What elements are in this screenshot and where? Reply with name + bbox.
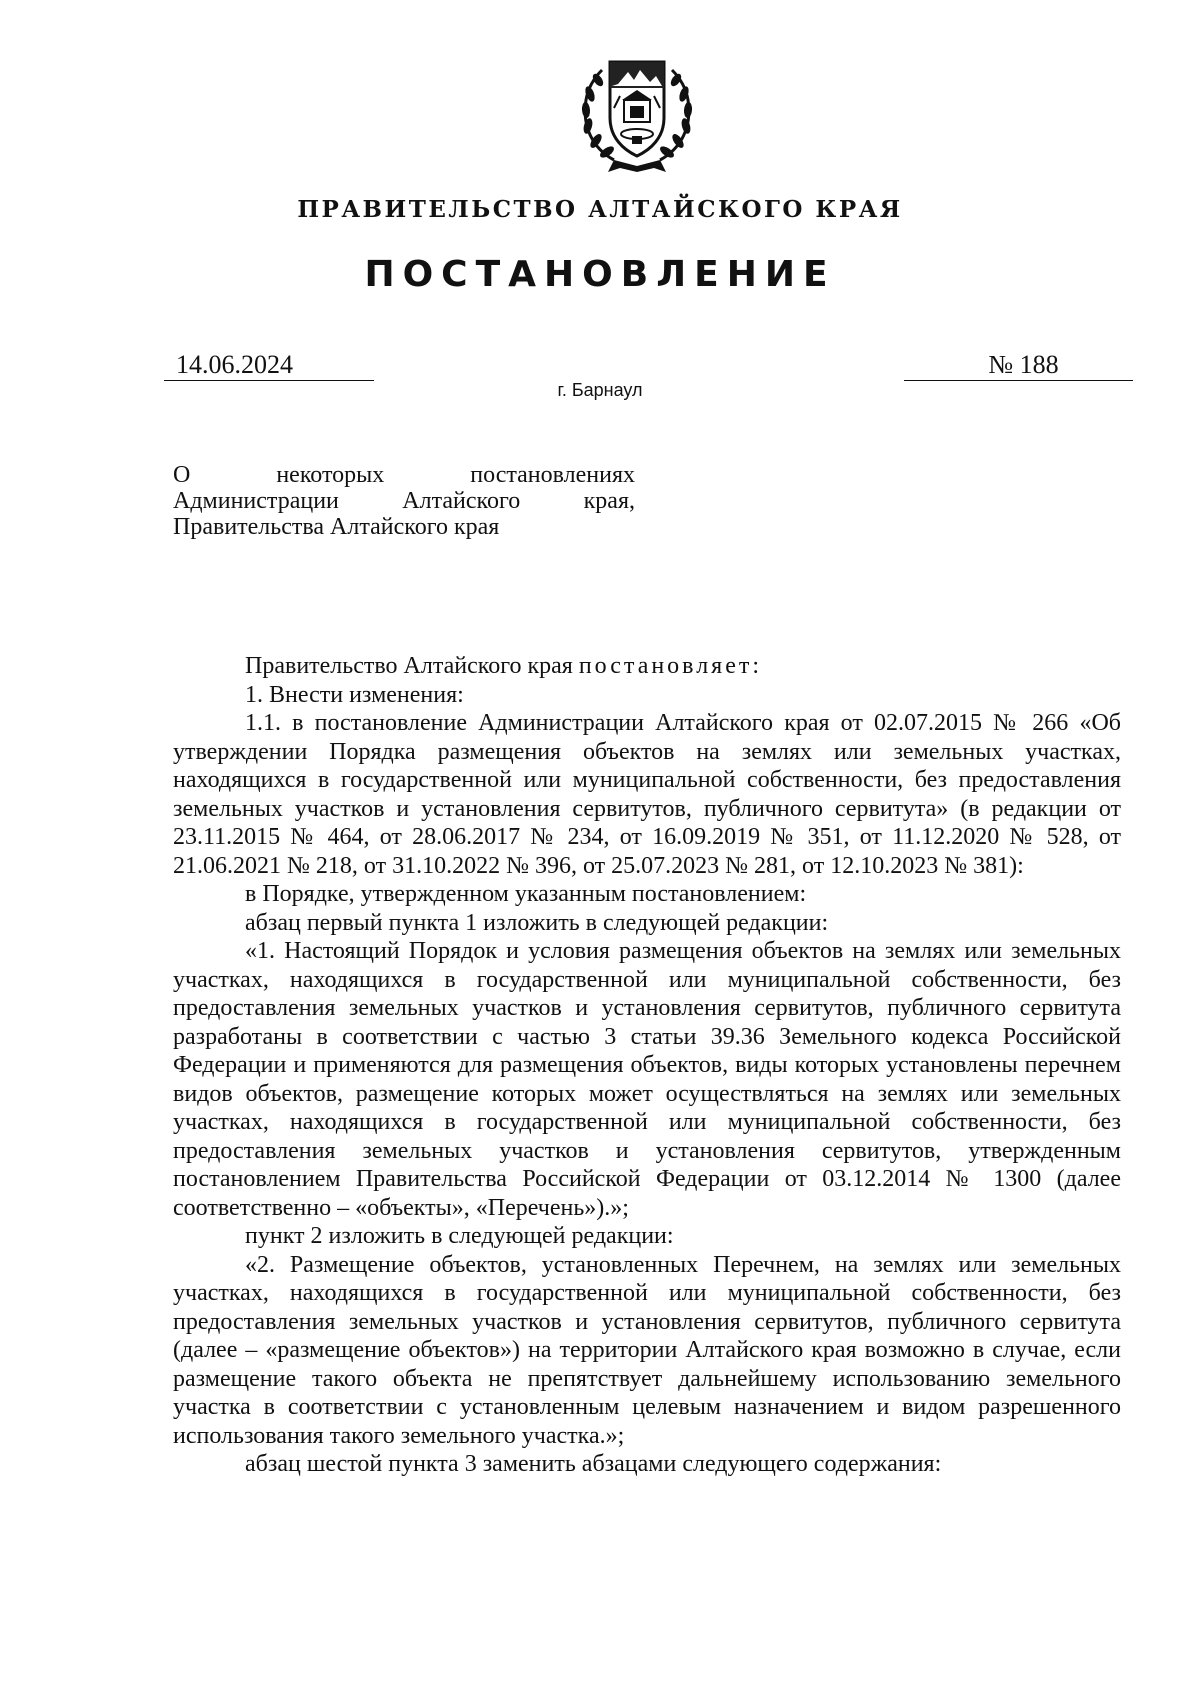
document-body <box>173 652 1121 1479</box>
preamble-paragraph <box>173 652 1121 681</box>
document-type-title: ПОСТАНОВЛЕНИЕ <box>364 254 836 295</box>
coat-of-arms-emblem <box>574 48 700 176</box>
paragraph: пункт 2 изложить в следующей редакции: <box>245 1223 674 1249</box>
document-subject <box>173 462 635 540</box>
document-date: 14.06.2024 <box>164 350 374 381</box>
issuing-authority: ПРАВИТЕЛЬСТВО АЛТАЙСКОГО КРАЯ <box>297 196 903 223</box>
subject-line: Администрации Алтайского края, <box>173 488 635 514</box>
paragraph: абзац первый пункта 1 изложить в следующей редакции: <box>245 909 829 936</box>
paragraph: в Порядке, утвержденном указанным постановлением: <box>245 881 807 907</box>
subject-line: О некоторых постановлениях <box>173 462 635 488</box>
document-city: г. Барнаул <box>557 380 643 400</box>
preamble-text: Правительство Алтайского края <box>245 653 579 679</box>
document-number: № 188 <box>904 350 1133 381</box>
paragraph: «2. Размещение объектов, установленных Перечнем, на землях или земельных участках, находящихся в государственной или муниципальной собственности, без предоставления земельных участков и установления сервитутов, публичного сервитута (далее – «размещение объектов») на территории Алтайского края возможно в случае, если размещение такого объекта не препятствует дальнейшему использованию земельного участка в соответствии с установленным целевым назначением и видом разрешенного использования такого земельного участка.»; <box>173 1251 1121 1449</box>
subject-line: Правительства Алтайского края <box>173 514 500 540</box>
paragraph: «1. Настоящий Порядок и условия размещения объектов на землях или земельных участках, находящихся в государственной или муниципальной собственности, без предоставления земельных участков и установления сервитутов, публичного сервитута разработаны в соответствии с частью 3 статьи 39.36 Земельного кодекса Российской Федерации и применяются для размещения объектов, виды которых установлены перечнем видов объектов, размещение которых может осуществляться на землях или земельных участках, находящихся в государственной или муниципальной собственности, без предоставления земельных участков и установления сервитутов, утвержденным постановлением Правительства Российской Федерации от 03.12.2014 № 1300 (далее соответственно – «объекты», «Перечень»).»; <box>173 938 1121 1221</box>
paragraph: 1.1. в постановление Администрации Алтайского края от 02.07.2015 № 266 «Об утверждении Порядка размещения объектов на землях или земельных участках, находящихся в государственной или муниципальной собственности, без предоставления земельных участков и установления сервитутов, публичного сервитута» (в редакции от 23.11.2015 № 464, от 28.06.2017 № 234, от 16.09.2019 № 351, от 11.12.2020 № 528, от 21.06.2021 № 218, от 31.10.2022 № 396, от 25.07.2023 № 281, от 12.10.2023 № 381): <box>173 710 1121 879</box>
preamble-verb: постановляет: <box>578 653 763 679</box>
paragraph: абзац шестой пункта 3 заменить абзацами следующего содержания: <box>245 1451 942 1477</box>
paragraph: 1. Внести изменения: <box>245 681 464 708</box>
